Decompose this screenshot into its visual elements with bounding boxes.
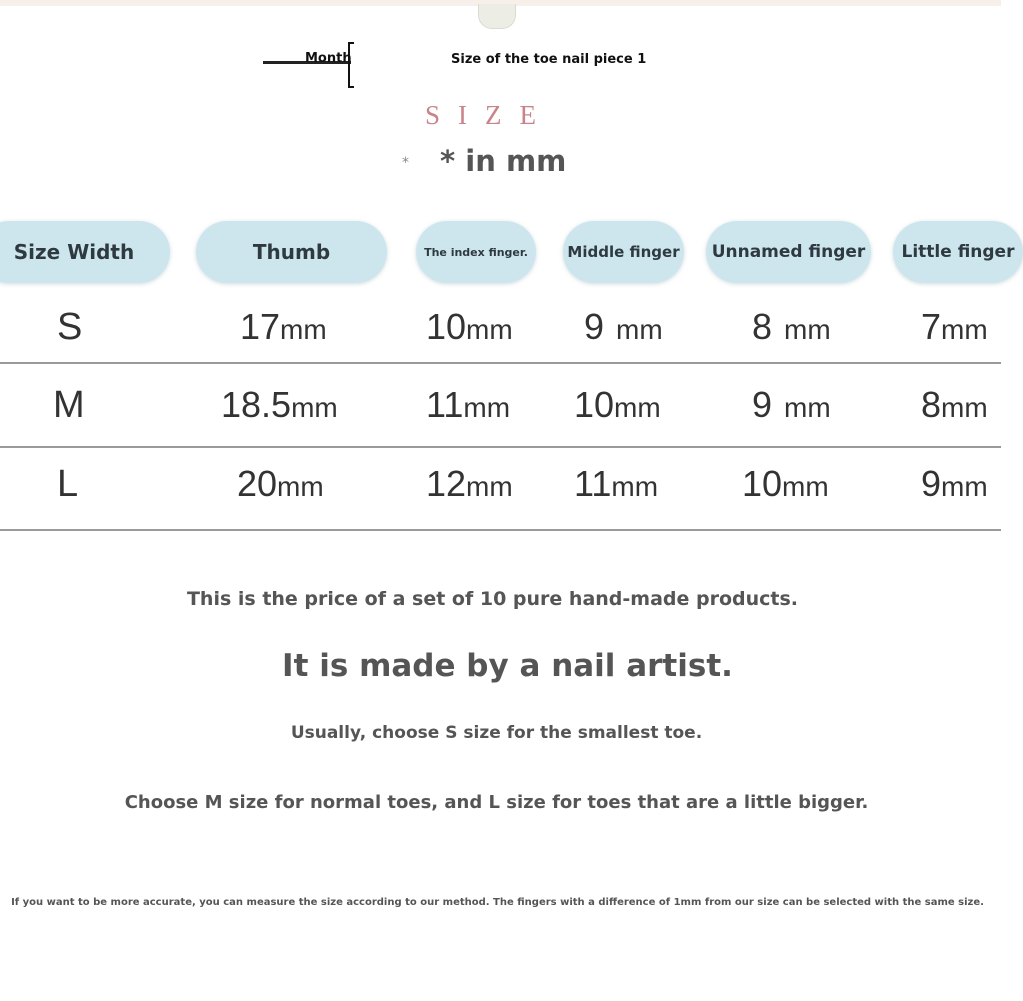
star-mark: * [402,155,409,171]
unit-note: * in mm [440,144,567,178]
size-label-m: M [53,384,85,426]
table-cell: 9 mm [584,306,663,347]
small-toe-note: Usually, choose S size for the smallest toe. [290,723,703,743]
table-cell: 20mm [237,463,324,504]
row-divider [0,529,1001,531]
table-cell: 10mm [742,463,829,504]
table-cell: 12mm [426,463,513,504]
price-note: This is the price of a set of 10 pure hand-made products. [186,588,799,610]
header-label: Middle finger [567,243,680,261]
month-label: Month [305,51,352,66]
header-index-finger [416,221,536,283]
row-divider [0,362,1001,364]
table-cell: 10mm [426,306,513,347]
header-label: Unnamed finger [711,242,866,262]
header-label: Thumb [252,240,331,264]
header-label: Size Width [13,240,135,264]
header-thumb [196,221,387,283]
normal-toes-note: Choose M size for normal toes, and L size for toes that are a little bigger. [124,792,869,813]
table-cell: 18.5mm [221,384,338,425]
accuracy-note: If you want to be more accurate, you can measure the size according to our method. The fingers with a difference of 1mm from our size can be selected with the same size. [11,897,984,908]
piece-label: Size of the toe nail piece 1 [451,52,647,67]
table-cell: 8 mm [752,306,831,347]
table-cell: 11mm [426,384,511,425]
table-cell: 9 mm [752,384,831,425]
size-label-l: L [57,463,79,505]
decorative-charm-icon [478,4,516,29]
table-cell: 10mm [574,384,661,425]
size-label-s: S [57,306,83,348]
table-cell: 9mm [921,463,988,504]
table-cell: 7mm [921,306,988,347]
table-cell: 17mm [240,306,327,347]
artist-note: It is made by a nail artist. [282,648,733,684]
header-size-width [0,221,170,283]
table-cell: 11mm [574,463,659,504]
row-divider [0,446,1001,448]
size-title: SIZE [425,100,554,130]
header-little-finger [893,221,1023,283]
header-middle-finger [563,221,684,283]
table-cell: 8mm [921,384,988,425]
header-label: The index finger. [424,245,528,259]
header-unnamed-finger [706,221,871,283]
header-label: Little finger [901,242,1015,262]
